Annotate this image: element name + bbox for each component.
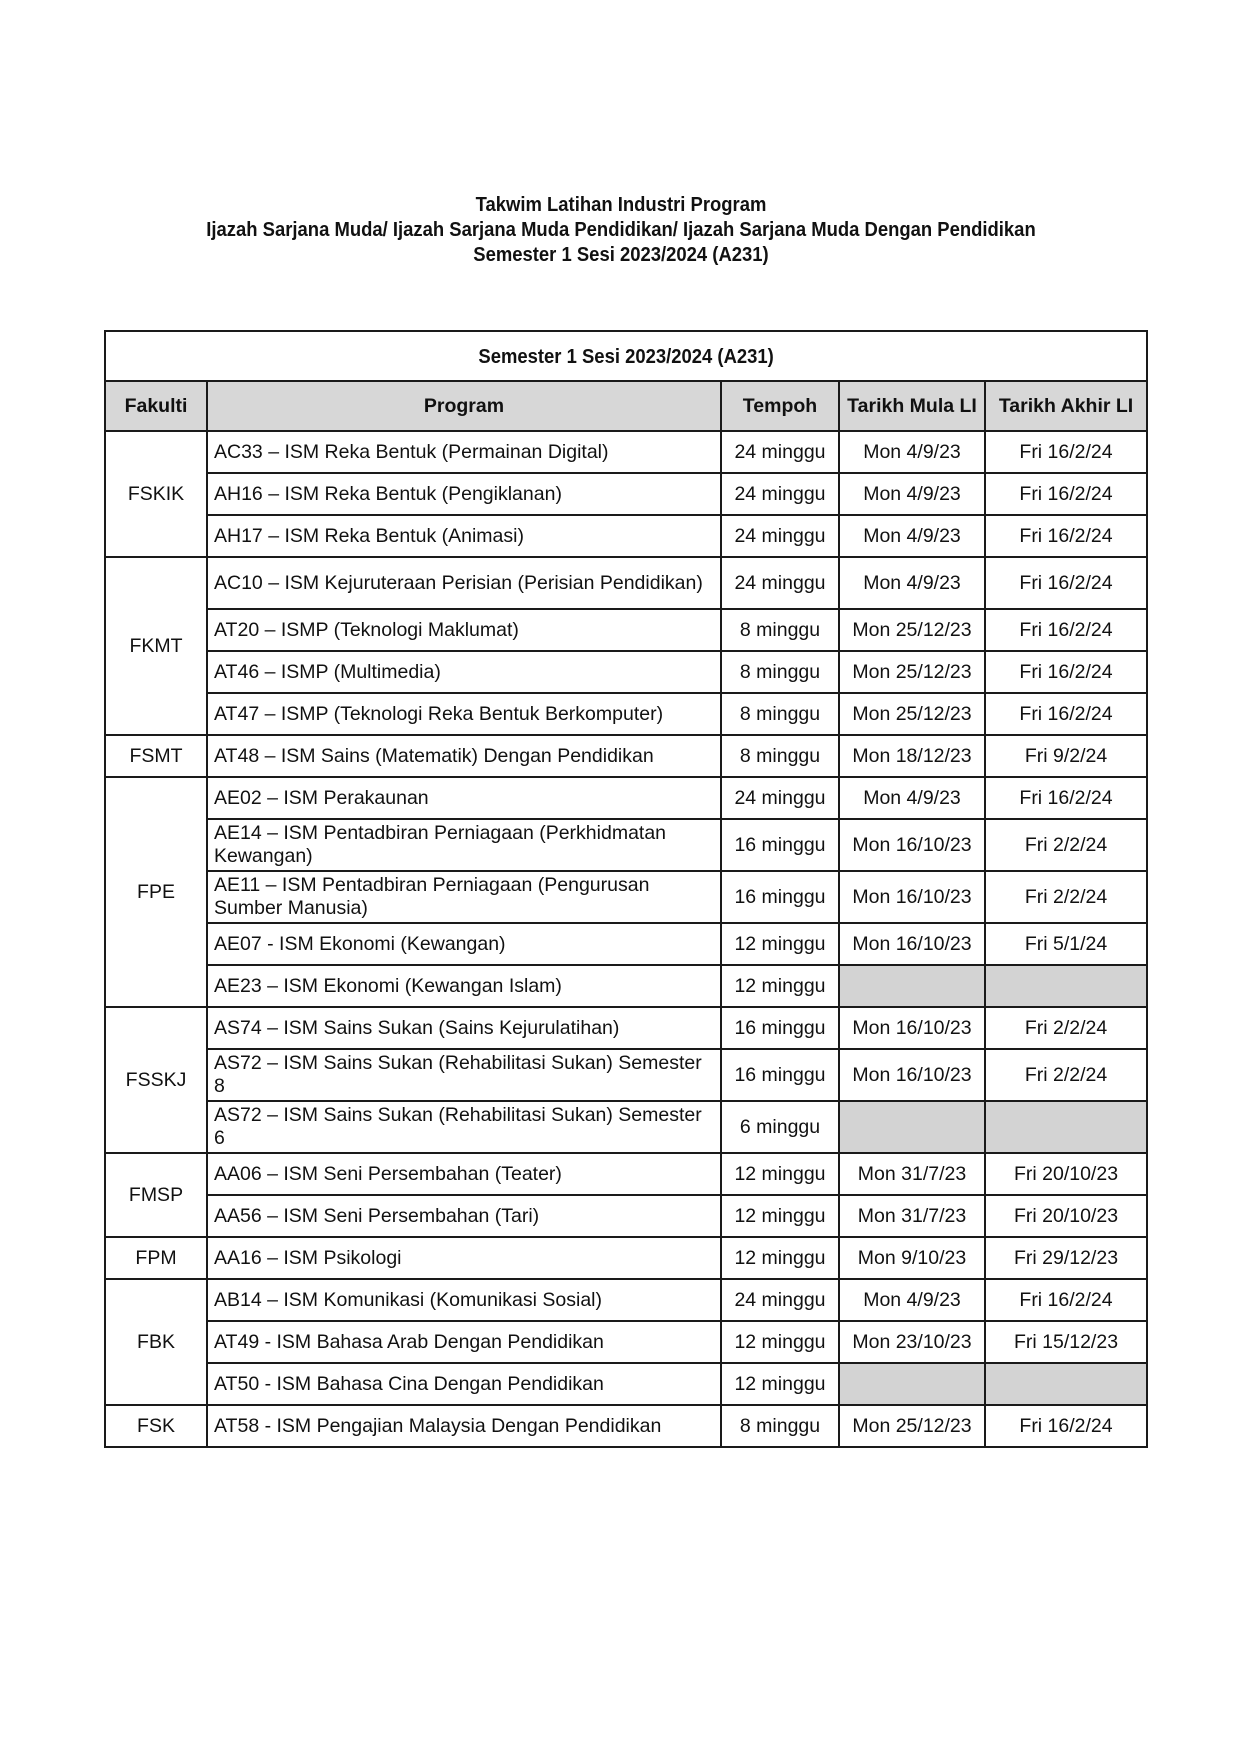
tarikh-akhir-cell: Fri 5/1/24 [985,923,1147,965]
program-cell: AA06 – ISM Seni Persembahan (Teater) [207,1153,721,1195]
program-cell: AT49 - ISM Bahasa Arab Dengan Pendidikan [207,1321,721,1363]
table-row [105,609,1147,651]
tarikh-akhir-cell [985,1363,1147,1405]
tarikh-mula-cell: Mon 25/12/23 [839,1405,985,1447]
column-header-program: Program [207,381,721,431]
header-row [105,381,1147,431]
document-title [62,192,1180,267]
table-row [105,1321,1147,1363]
program-cell: AT50 - ISM Bahasa Cina Dengan Pendidikan [207,1363,721,1405]
tempoh-cell: 24 minggu [721,557,839,609]
table-row [105,1195,1147,1237]
tarikh-akhir-cell: Fri 20/10/23 [985,1153,1147,1195]
tarikh-akhir-cell: Fri 2/2/24 [985,819,1147,871]
tarikh-akhir-cell: Fri 29/12/23 [985,1237,1147,1279]
program-cell: AE11 – ISM Pentadbiran Perniagaan (Pengurusan Sumber Manusia) [207,871,721,923]
tarikh-mula-cell: Mon 16/10/23 [839,819,985,871]
program-cell: AE07 - ISM Ekonomi (Kewangan) [207,923,721,965]
schedule-table [104,330,1148,1448]
tarikh-akhir-cell: Fri 2/2/24 [985,1007,1147,1049]
tempoh-cell: 12 minggu [721,965,839,1007]
tempoh-cell: 12 minggu [721,1153,839,1195]
tarikh-mula-cell [839,965,985,1007]
tempoh-cell: 24 minggu [721,515,839,557]
program-cell: AA56 – ISM Seni Persembahan (Tari) [207,1195,721,1237]
program-cell: AS72 – ISM Sains Sukan (Rehabilitasi Sukan) Semester 6 [207,1101,721,1153]
tarikh-akhir-cell: Fri 16/2/24 [985,651,1147,693]
tempoh-cell: 24 minggu [721,431,839,473]
tarikh-akhir-cell [985,1101,1147,1153]
tarikh-akhir-cell: Fri 16/2/24 [985,1279,1147,1321]
table-row [105,1237,1147,1279]
tarikh-mula-cell: Mon 23/10/23 [839,1321,985,1363]
program-cell: AT48 – ISM Sains (Matematik) Dengan Pendidikan [207,735,721,777]
column-header-tarikh-akhir: Tarikh Akhir LI [985,381,1147,431]
tarikh-mula-cell: Mon 4/9/23 [839,1279,985,1321]
fakulti-cell: FPE [105,777,207,1007]
table-row [105,1153,1147,1195]
tarikh-akhir-cell: Fri 16/2/24 [985,609,1147,651]
table-row [105,1279,1147,1321]
tarikh-akhir-cell: Fri 16/2/24 [985,777,1147,819]
tarikh-mula-cell: Mon 31/7/23 [839,1153,985,1195]
table-row [105,1405,1147,1447]
table-row [105,777,1147,819]
tempoh-cell: 12 minggu [721,1363,839,1405]
table-row [105,557,1147,609]
fakulti-cell: FBK [105,1279,207,1405]
fakulti-cell: FKMT [105,557,207,735]
tempoh-cell: 6 minggu [721,1101,839,1153]
tempoh-cell: 12 minggu [721,1195,839,1237]
table-row [105,473,1147,515]
tarikh-mula-cell: Mon 25/12/23 [839,609,985,651]
title-line: Takwim Latihan Industri Program [475,193,767,216]
tempoh-cell: 8 minggu [721,735,839,777]
tarikh-akhir-cell: Fri 16/2/24 [985,473,1147,515]
tarikh-mula-cell: Mon 4/9/23 [839,515,985,557]
tarikh-mula-cell [839,1363,985,1405]
program-cell: AC33 – ISM Reka Bentuk (Permainan Digital) [207,431,721,473]
tarikh-akhir-cell: Fri 9/2/24 [985,735,1147,777]
table-row [105,651,1147,693]
table-row [105,923,1147,965]
program-cell: AH16 – ISM Reka Bentuk (Pengiklanan) [207,473,721,515]
table-row [105,1363,1147,1405]
table-row [105,735,1147,777]
program-cell: AB14 – ISM Komunikasi (Komunikasi Sosial) [207,1279,721,1321]
program-cell: AE02 – ISM Perakaunan [207,777,721,819]
title-line: Ijazah Sarjana Muda/ Ijazah Sarjana Muda Pendidikan/ Ijazah Sarjana Muda Dengan Pendidikan [206,218,1036,241]
tarikh-akhir-cell: Fri 16/2/24 [985,515,1147,557]
table-row [105,819,1147,871]
fakulti-cell: FMSP [105,1153,207,1237]
tarikh-mula-cell: Mon 16/10/23 [839,923,985,965]
tarikh-mula-cell: Mon 4/9/23 [839,473,985,515]
tarikh-mula-cell [839,1101,985,1153]
tempoh-cell: 24 minggu [721,1279,839,1321]
fakulti-cell: FPM [105,1237,207,1279]
tempoh-cell: 8 minggu [721,651,839,693]
tarikh-akhir-cell [985,965,1147,1007]
tempoh-cell: 8 minggu [721,609,839,651]
tempoh-cell: 16 minggu [721,819,839,871]
column-header-tempoh: Tempoh [721,381,839,431]
tarikh-mula-cell: Mon 31/7/23 [839,1195,985,1237]
fakulti-cell: FSSKJ [105,1007,207,1153]
tempoh-cell: 12 minggu [721,923,839,965]
tarikh-akhir-cell: Fri 2/2/24 [985,1049,1147,1101]
program-cell: AE23 – ISM Ekonomi (Kewangan Islam) [207,965,721,1007]
program-cell: AS72 – ISM Sains Sukan (Rehabilitasi Sukan) Semester 8 [207,1049,721,1101]
tarikh-mula-cell: Mon 16/10/23 [839,1049,985,1101]
fakulti-cell: FSK [105,1405,207,1447]
tarikh-mula-cell: Mon 4/9/23 [839,777,985,819]
tarikh-akhir-cell: Fri 16/2/24 [985,1405,1147,1447]
tarikh-mula-cell: Mon 18/12/23 [839,735,985,777]
table-row [105,1049,1147,1101]
tarikh-akhir-cell: Fri 2/2/24 [985,871,1147,923]
tarikh-akhir-cell: Fri 16/2/24 [985,693,1147,735]
table-row [105,515,1147,557]
program-cell: AT20 – ISMP (Teknologi Maklumat) [207,609,721,651]
tarikh-akhir-cell: Fri 16/2/24 [985,557,1147,609]
fakulti-cell: FSKIK [105,431,207,557]
tempoh-cell: 12 minggu [721,1321,839,1363]
program-cell: AT46 – ISMP (Multimedia) [207,651,721,693]
tarikh-mula-cell: Mon 16/10/23 [839,1007,985,1049]
table-row [105,1101,1147,1153]
program-cell: AT58 - ISM Pengajian Malaysia Dengan Pendidikan [207,1405,721,1447]
table-row [105,965,1147,1007]
title-line: Semester 1 Sesi 2023/2024 (A231) [473,243,769,266]
column-header-fakulti: Fakulti [105,381,207,431]
tempoh-cell: 8 minggu [721,1405,839,1447]
table-row [105,871,1147,923]
tarikh-mula-cell: Mon 25/12/23 [839,651,985,693]
table-caption: Semester 1 Sesi 2023/2024 (A231) [105,331,1147,381]
tarikh-mula-cell: Mon 4/9/23 [839,431,985,473]
tempoh-cell: 16 minggu [721,1007,839,1049]
tarikh-mula-cell: Mon 16/10/23 [839,871,985,923]
program-cell: AT47 – ISMP (Teknologi Reka Bentuk Berkomputer) [207,693,721,735]
tarikh-mula-cell: Mon 4/9/23 [839,557,985,609]
tarikh-mula-cell: Mon 25/12/23 [839,693,985,735]
tarikh-akhir-cell: Fri 20/10/23 [985,1195,1147,1237]
tarikh-akhir-cell: Fri 16/2/24 [985,431,1147,473]
program-cell: AE14 – ISM Pentadbiran Perniagaan (Perkhidmatan Kewangan) [207,819,721,871]
tempoh-cell: 8 minggu [721,693,839,735]
table-row [105,431,1147,473]
column-header-tarikh-mula: Tarikh Mula LI [839,381,985,431]
table-row [105,693,1147,735]
program-cell: AH17 – ISM Reka Bentuk (Animasi) [207,515,721,557]
tarikh-mula-cell: Mon 9/10/23 [839,1237,985,1279]
tempoh-cell: 16 minggu [721,1049,839,1101]
table-body [105,431,1147,1447]
tempoh-cell: 16 minggu [721,871,839,923]
tempoh-cell: 12 minggu [721,1237,839,1279]
tarikh-akhir-cell: Fri 15/12/23 [985,1321,1147,1363]
tempoh-cell: 24 minggu [721,777,839,819]
program-cell: AS74 – ISM Sains Sukan (Sains Kejurulatihan) [207,1007,721,1049]
tempoh-cell: 24 minggu [721,473,839,515]
program-cell: AC10 – ISM Kejuruteraan Perisian (Perisian Pendidikan) [207,557,721,609]
program-cell: AA16 – ISM Psikologi [207,1237,721,1279]
fakulti-cell: FSMT [105,735,207,777]
table-row [105,1007,1147,1049]
